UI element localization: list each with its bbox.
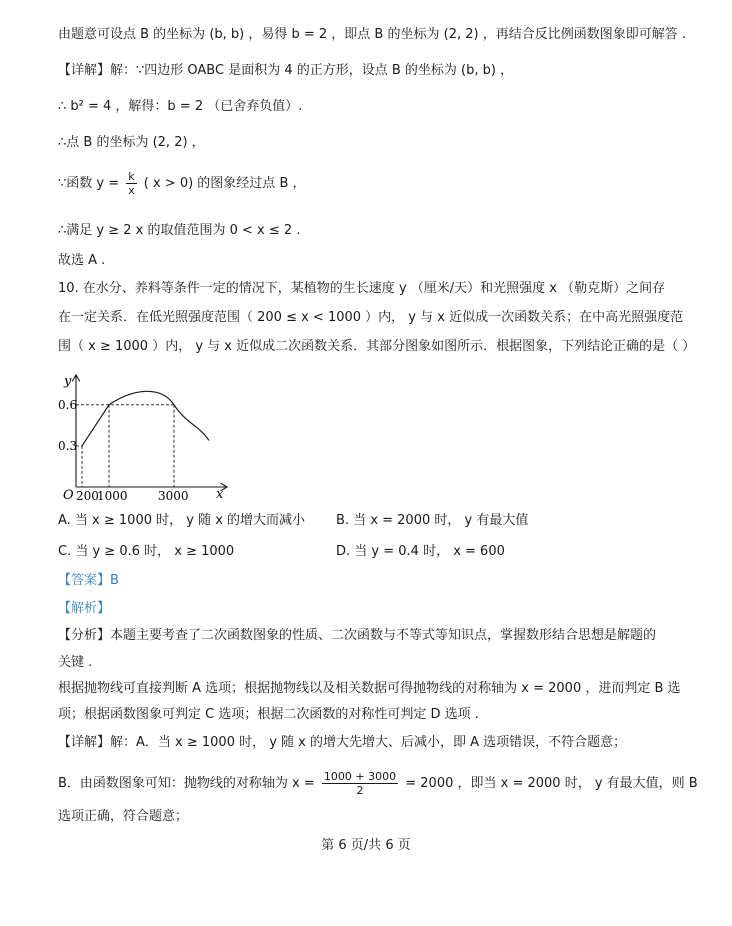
- text-line: ∴点 B 的坐标为 (2, 2) ，: [58, 135, 205, 150]
- fraction-numerator: k: [128, 170, 135, 183]
- text-line: 故选 A .: [58, 253, 106, 268]
- function-graph: [54, 368, 234, 503]
- text-fragment: = 2000 ，即当 x = 2000 时， y 有最大值，则 B: [405, 776, 698, 791]
- question-line: 10. 在水分、养料等条件一定的情况下，某植物的生长速度 y （厘米/天）和光照强度 x （勒克斯）之间存: [58, 281, 666, 296]
- text-line: ∴满足 y ≥ 2 x 的取值范围为 0 < x ≤ 2 .: [58, 223, 301, 238]
- page-footer: 第 6 页/共 6 页: [321, 838, 411, 853]
- y-axis-label: y: [64, 374, 72, 389]
- y-tick-label: 0.6: [58, 397, 78, 412]
- parabola-segment: [109, 391, 209, 440]
- option-a: A. 当 x ≥ 1000 时， y 随 x 的增大而减小: [58, 513, 306, 528]
- option-b: B. 当 x = 2000 时， y 有最大值: [336, 513, 529, 528]
- text-line: 【分析】本题主要考查了二次函数图象的性质、二次函数与不等式等知识点，掌握数形结合思想是解题的: [58, 628, 657, 643]
- text-line: 关键 .: [58, 655, 93, 670]
- text-line: 项；根据函数图象可判定 C 选项；根据二次函数的对称性可判定 D 选项 .: [58, 707, 479, 722]
- fraction-denominator: 2: [356, 784, 364, 797]
- origin-label: O: [63, 488, 74, 503]
- text-fragment: ∵函数 y =: [58, 176, 120, 191]
- linear-segment: [82, 405, 109, 446]
- text-line: 根据抛物线可直接判断 A 选项；根据抛物线以及相关数据可得抛物线的对称轴为 x = 2000 ，进而判定 B 选: [58, 681, 681, 696]
- text-line: 【详解】解：∵四边形 OABC 是面积为 4 的正方形，设点 B 的坐标为 (b, b) ，: [58, 63, 514, 78]
- text-fragment: ( x > 0) 的图象经过点 B ，: [143, 176, 306, 191]
- answer-label: 【答案】B: [58, 573, 119, 588]
- x-tick-label: 1000: [97, 489, 128, 503]
- question-line: 在一定关系．在低光照强度范围（ 200 ≤ x < 1000 ）内， y 与 x 近似成一次函数关系；在中高光照强度范: [58, 310, 684, 325]
- x-tick-label: 200: [76, 489, 99, 503]
- fraction-numerator: 1000 + 3000: [323, 770, 397, 783]
- x-axis-label: x: [216, 487, 224, 502]
- text-line: 【详解】解：A．当 x ≥ 1000 时， y 随 x 的增大先增大、后减小，即 A 选项错误，不符合题意；: [58, 735, 627, 750]
- fraction: [322, 770, 398, 797]
- fraction-denominator: x: [128, 184, 135, 197]
- option-c: C. 当 y ≥ 0.6 时， x ≥ 1000: [58, 544, 235, 559]
- explanation-line: [58, 770, 702, 797]
- text-line: 选项正确，符合题意；: [58, 809, 189, 824]
- y-tick-label: 0.3: [58, 438, 78, 453]
- text-line: ∴ b² = 4 ，解得：b = 2 （已舍弃负值）.: [58, 99, 303, 114]
- question-line: 围（ x ≥ 1000 ）内， y 与 x 近似成二次函数关系．其部分图象如图所示．根据图象，下列结论正确的是（ ）: [58, 339, 696, 354]
- option-d: D. 当 y = 0.4 时， x = 600: [336, 544, 505, 559]
- x-tick-label: 3000: [158, 489, 189, 503]
- analysis-label: 【解析】: [58, 601, 111, 616]
- fraction: [126, 170, 136, 197]
- text-line: 由题意可设点 B 的坐标为 (b, b) ，易得 b = 2 ，即点 B 的坐标为 (2, 2) ，再结合反比例函数图象即可解答 .: [58, 27, 686, 42]
- function-line: [58, 170, 702, 197]
- text-fragment: B．由函数图象可知：抛物线的对称轴为 x =: [58, 776, 315, 791]
